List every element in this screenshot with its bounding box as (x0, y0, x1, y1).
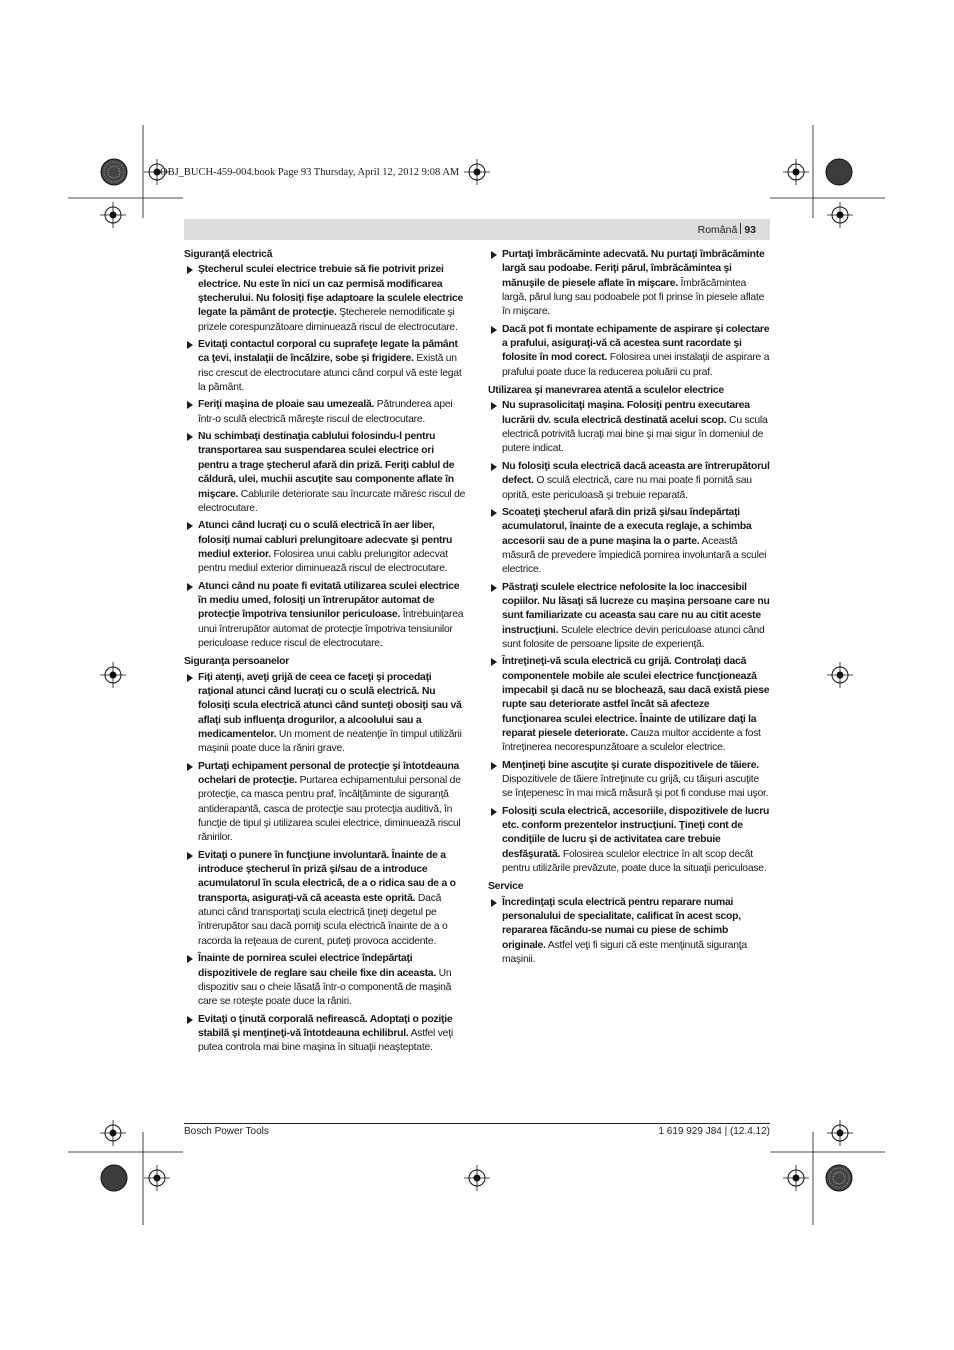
item-bold-text: Purtaţi echipament personal de protecţie şi întotdeauna ochelari de protecţie. (198, 760, 460, 787)
list-item (488, 581, 770, 653)
bullet-triangle-icon (187, 763, 193, 771)
footer-doc-number: 1 619 929 J84 | (12.4.12) (658, 1126, 770, 1137)
item-body-text: Un dispozitiv sau o cheie lăsată într-o componentă de maşină care se roteşte poate duce la răniri. (198, 967, 452, 1008)
item-body-text: Această măsură de prevedere împiedică pornirea involuntară a sculei electrice. (502, 535, 767, 576)
bullet-triangle-icon (187, 852, 193, 860)
list-item (488, 248, 770, 320)
bullet-triangle-icon (187, 341, 193, 349)
list-item (184, 671, 466, 757)
left-column (184, 248, 466, 1059)
bullet-triangle-icon (491, 899, 497, 907)
print-slug: OBJ_BUCH-459-004.book Page 93 Thursday, April 12, 2012 9:08 AM (160, 167, 460, 178)
item-body-text: Ştecherele nemodificate şi prizele corespunzătoare diminuează riscul de electrocutare. (198, 307, 458, 333)
item-bold-text: Încredinţaţi scula electrică pentru reparare numai personalului de specialitate, calificat în acest scop, repararea făcându-se numai cu piese de schimb originale. (502, 896, 741, 951)
header-language: Română (697, 224, 738, 236)
page-header (184, 219, 770, 240)
section-title-electrical-safety: Siguranţă electrică (184, 249, 273, 260)
bullet-triangle-icon (187, 583, 193, 591)
item-body-text: Cu scula electrică potrivită lucraţi mai bine şi mai sigur în domeniul de putere indicat. (502, 414, 768, 455)
footer-brand: Bosch Power Tools (184, 1126, 269, 1137)
item-body-text: Folosirea unei instalaţii de aspirare a prafului poate duce la reducerea poluării cu praf. (502, 352, 770, 378)
list-item (488, 805, 770, 877)
tool-use-list (488, 399, 770, 876)
item-bold-text: Evitaţi o punere în funcţiune involuntară. Înainte de a introduce ştecherul în priză şi/sau de a introduce acumulatorul în scula electrică, de a o ridica sau de a o transporta, asiguraţi-vă că aceasta este oprită. (198, 849, 456, 904)
bullet-triangle-icon (491, 463, 497, 471)
item-body-text: Există un risc crescut de electrocutare atunci când corpul vă este legat la pământ. (198, 353, 462, 394)
bullet-triangle-icon (187, 522, 193, 530)
section-title-personal-safety: Siguranţa persoanelor (184, 656, 290, 668)
list-item (184, 398, 466, 427)
list-item (488, 506, 770, 578)
item-bold-text: Atunci când nu poate fi evitată utilizarea sculei electrice în mediu umed, folosiţi un întrerupător automat de protecţie împotriva tensiunilor periculoase. (198, 580, 460, 621)
bullet-triangle-icon (187, 674, 193, 682)
bullet-triangle-icon (187, 1016, 193, 1024)
item-bold-text: Atunci când lucraţi cu o sculă electrică în aer liber, folosiţi numai cabluri prelungitoare adecvate şi pentru mediul exterior. (198, 520, 453, 560)
bullet-triangle-icon (491, 584, 497, 592)
item-body-text: Astfel veţi fi siguri că este menţinută siguranţa maşinii. (502, 939, 747, 966)
list-item (184, 580, 466, 652)
list-item (184, 1013, 466, 1056)
personal-safety-list (184, 671, 466, 1056)
section-title-tool-use: Utilizarea şi manevrarea atentă a sculelor electrice (488, 385, 724, 397)
list-item (184, 263, 466, 335)
item-body-text: Dispozitivele de tăiere întreţinute cu grijă, cu tăişuri ascuţite se înţepenesc în mai mică măsură şi pot fi conduse mai uşor. (502, 774, 769, 800)
bullet-triangle-icon (491, 509, 497, 517)
item-body-text: Folosirea unui cablu prelungitor adecvat pentru mediul exterior diminuează riscul de electrocutare. (198, 548, 448, 575)
item-body-text: Purtarea echipamentului personal de protecţie, ca masca pentru praf, încălţăminte de siguranţă antiderapantă, casca de protecţie sau protecţia auditivă, în funcţie de tipul şi utilizarea sculei electrice, diminuează riscul rănirilor. (198, 775, 461, 844)
item-body-text: Sculele electrice devin periculoase atunci când sunt folosite de persoane lipsite de experienţă. (502, 624, 765, 650)
list-item (488, 655, 770, 755)
bullet-triangle-icon (187, 401, 193, 409)
item-body-text: Cablurile deteriorate sau încurcate măresc riscul de electrocutare. (198, 488, 466, 514)
personal-safety-list-continued (488, 248, 770, 380)
item-body-text: Cauza multor accidente a fost întreţinerea necorespunzătoare a sculelor electrice. (502, 728, 761, 754)
item-bold-text: Dacă pot fi montate echipamente de aspirare şi colectare a prafului, asiguraţi-vă că acestea sunt racordate şi folosite în mod corect. (502, 323, 770, 364)
list-item (488, 460, 770, 503)
item-body-text: Dacă atunci când transportaţi scula electrică ţineţi degetul pe întrerupător sau dacă porniţi scula electrică înainte de a o racorda la reţeaua de curent, puteţi provoca accidente. (198, 892, 448, 947)
list-item (488, 759, 770, 802)
electrical-safety-list (184, 263, 466, 651)
item-bold-text: Fiţi atenţi, aveţi grijă de ceea ce faceţi şi procedaţi raţional atunci când lucraţi cu o sculă electrică. Nu folosiţi scula electrică atunci când sunteţi obosiţi sau vă aflaţi sub influenţa drogurilor, a alcoolului sau a medicamentelor. (198, 671, 462, 740)
bullet-triangle-icon (187, 266, 193, 274)
list-item (488, 399, 770, 456)
item-body-text: O sculă electrică, care nu mai poate fi pornită sau oprită, este periculoasă şi trebuie reparată. (502, 475, 752, 501)
item-body-text: Pătrunderea apei într-o sculă electrică măreşte riscul de electrocutare. (198, 399, 453, 425)
list-item (184, 430, 466, 516)
list-item (184, 519, 466, 576)
item-bold-text: Folosiţi scula electrică, accesoriile, dispozitivele de lucru etc. conform prezentelor instrucţiuni. Ţineţi cont de condiţiile de lucru şi de activitatea care trebuie desfăşurată. (502, 805, 770, 860)
item-bold-text: Nu folosiţi scula electrică dacă aceasta are întrerupătorul defect. (502, 460, 770, 487)
item-bold-text: Feriţi maşina de ploaie sau umezeală. (198, 399, 375, 411)
bullet-triangle-icon (491, 402, 497, 410)
bullet-triangle-icon (491, 808, 497, 816)
page-number: 93 (744, 224, 756, 236)
item-bold-text: Menţineţi bine ascuţite şi curate dispozitivele de tăiere. (502, 759, 759, 771)
item-bold-text: Nu suprasolicitaţi maşina. Folosiţi pentru executarea lucrării dv. scula electrică destinată acelui scop. (502, 400, 750, 426)
header-text (698, 223, 756, 236)
service-list (488, 896, 770, 968)
item-bold-text: Evitaţi contactul corporal cu suprafeţe legate la pământ ca ţevi, instalaţii de încălzire, sobe şi frigidere. (198, 339, 458, 365)
item-bold-text: Înainte de pornirea sculei electrice îndepărtaţi dispozitivele de reglare sau cheile fixe din aceasta. (198, 953, 436, 979)
list-item (184, 849, 466, 949)
list-item (184, 338, 466, 395)
item-bold-text: Evitaţi o ţinută corporală nefirească. Adoptaţi o poziţie stabilă şi menţineţi-vă întotdeauna echilibrul. (198, 1013, 453, 1039)
list-item (488, 323, 770, 380)
section-title-service: Service (488, 881, 524, 893)
item-body-text: Astfel veţi putea controla mai bine maşina în situaţii neaşteptate. (198, 1027, 453, 1054)
item-bold-text: Ştecherul sculei electrice trebuie să fie potrivit prizei electrice. Nu este în nici un caz permisă modificarea ştecherului. Nu folosiţi fişe adaptoare la sculele electrice legate la pământ de protecţie. (198, 264, 464, 319)
item-bold-text: Nu schimbaţi destinaţia cablului folosindu-l pentru transportarea sau suspendarea sculei electrice ori pentru a trage ştecherul afară din priză. Feriţi cablul de căldură, ulei, muchii ascuţite sau componente aflate în mişcare. (198, 431, 455, 500)
item-body-text: Întrebuinţarea unui întrerupător automat de protecţie împotriva tensiunilor periculoase reduce riscul de electrocutare. (198, 609, 464, 649)
list-item (184, 760, 466, 846)
item-bold-text: Purtaţi îmbrăcăminte adecvată. Nu purtaţi îmbrăcăminte largă sau podoabe. Feriţi părul, îmbrăcămintea şi mănuşile de piesele aflate în mişcare. (502, 249, 765, 289)
footer-rule (184, 1123, 770, 1124)
bullet-triangle-icon (491, 251, 497, 259)
item-body-text: Un moment de neatenţie în timpul utilizării maşinii poate duce la răniri grave. (198, 729, 462, 755)
item-bold-text: Scoateţi ştecherul afară din priză şi/sau îndepărtaţi acumulatorul, înainte de a executa reglaje, a schimba accesorii sau de a pune maşina la o parte. (502, 506, 752, 547)
bullet-triangle-icon (491, 658, 497, 666)
list-item (184, 952, 466, 1009)
item-bold-text: Păstraţi sculele electrice nefolosite la loc inaccesibil copiilor. Nu lăsaţi să lucreze cu maşina persoane care nu sunt familiarizate cu aceasta sau care nu au citit aceste instrucţiuni. (502, 581, 770, 636)
right-column (488, 248, 770, 971)
item-bold-text: Întreţineţi-vă scula electrică cu grijă. Controlaţi dacă componentele mobile ale sculei electrice funcţionează impecabil şi dacă nu se blochează, sau dacă există piese rupte sau deteriorate astfel încât să afecteze funcţionarea sculei electrice. Înainte de utilizare daţi la reparat piesele deteriorate. (502, 656, 770, 739)
bullet-triangle-icon (491, 326, 497, 334)
bullet-triangle-icon (187, 955, 193, 963)
list-item (488, 896, 770, 968)
bullet-triangle-icon (491, 762, 497, 770)
item-body-text: Îmbrăcămintea largă, părul lung sau podoabele pot fi prinse în piesele aflate în mişcare. (502, 277, 765, 318)
bullet-triangle-icon (187, 433, 193, 441)
item-body-text: Folosirea sculelor electrice în alt scop decât pentru utilizările prevăzute, poate duce la situaţii periculoase. (502, 848, 767, 875)
